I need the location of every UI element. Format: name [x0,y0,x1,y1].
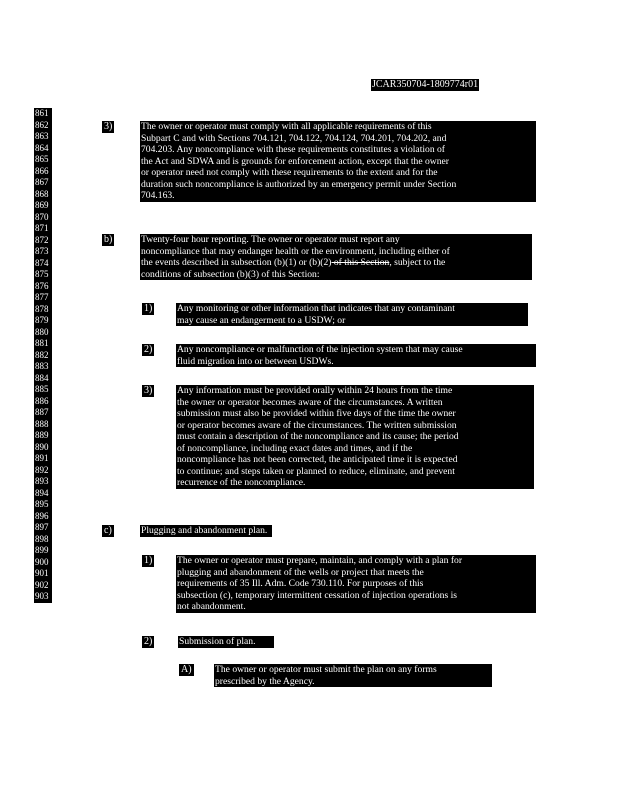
subsection-c2a-text [214,664,492,687]
text-line: plugging and abandonment of the wells or project that meets the [177,566,424,578]
text-fragment: , subject to the [389,257,446,268]
text-line: of noncompliance, including exact dates and times, and if the [177,442,413,454]
text-line: or operator becomes aware of the circumstances. The written submission [177,419,457,431]
subsection-b3-text [176,385,534,489]
subsection-c1-text [176,555,536,613]
text-line: noncompliance has not been corrected, the anticipated time it is expected [177,454,458,465]
text-line: Plugging and abandonment plan. [141,525,268,536]
line-number: 886 [35,395,49,406]
line-number: 900 [35,556,49,567]
line-number: 888 [35,418,49,429]
section-label-b: b) [104,234,113,245]
line-number: 861 [35,108,49,118]
text-line: Twenty-four hour reporting. The owner or operator must report any [141,234,400,245]
text-fragment: the events described in subsection (b)(1) or (b)(2) [141,257,332,268]
subsection-label-b3: 3) [144,385,153,396]
line-number: 902 [35,579,49,590]
text-line: not abandonment. [177,601,246,612]
text-line [140,257,532,269]
text-line: or operator need not comply with these requirements to the extent and for the [141,167,438,178]
line-number: 872 [35,234,49,245]
text-line: the Act and SDWA and is grounds for enforcement action, except that the owner [141,155,449,167]
line-number: 879 [35,315,49,325]
line-number: 883 [35,361,49,371]
line-number: 866 [35,165,49,176]
line-number: 870 [35,211,49,222]
line-number: 890 [35,441,49,452]
section-label-c: c) [104,525,112,536]
subsection-label-c1: 1) [144,555,153,566]
text-line: may cause an endangerment to a USDW; or [177,314,346,326]
text-line: Submission of plan. [179,636,256,647]
line-number: 896 [35,510,49,521]
line-number: 882 [35,349,49,360]
line-number: 869 [35,200,49,210]
line-number: 878 [35,303,49,314]
text-line: Subpart C and with Sections 704.121, 704.122, 704.124, 704.201, 704.202, and [141,132,447,144]
document-id: JCAR350704-1809774r01 [372,79,479,90]
subsection-c2-title [178,636,274,648]
text-line: The owner or operator must prepare, maintain, and comply with a plan for [177,555,463,566]
line-number: 867 [35,177,49,187]
line-number: 862 [35,119,49,130]
struck-text: of this Section [331,257,390,268]
text-line: 704.203. Any noncompliance with these requirements constitutes a violation of [141,144,446,155]
text-line: requirements of 35 Ill. Adm. Code 730.110. For purposes of this [177,578,424,589]
line-number: 892 [35,464,49,475]
subsection-label-c2: 2) [144,636,153,647]
line-number: 884 [35,372,49,383]
line-number: 893 [35,476,49,486]
text-line: Any noncompliance or malfunction of the injection system that may cause [177,344,463,355]
line-number: 876 [35,280,49,291]
text-line: The owner or operator must comply with all applicable requirements of this [141,121,432,132]
line-number: 897 [35,522,49,532]
line-number: 864 [35,142,49,153]
line-number: 903 [35,591,49,601]
line-number: 887 [35,407,49,417]
subsection-b1-text [176,303,528,326]
line-number: 899 [35,545,49,555]
text-line: the owner or operator becomes aware of the circumstances. A written [177,396,443,408]
line-number: 863 [35,131,49,141]
text-line: submission must also be provided within five days of the time the owner [177,408,456,419]
section-b-text [140,234,532,280]
text-line: 704.163. [141,190,175,201]
text-line: noncompliance that may endanger health or the environment, including either of [141,245,450,257]
line-number: 875 [35,269,49,279]
line-number: 868 [35,188,49,199]
text-line: to continue; and steps taken or planned to reduce, eliminate, and prevent [177,465,455,477]
text-line: The owner or operator must submit the plan on any forms [215,664,437,675]
line-number: 885 [35,384,49,394]
text-line: prescribed by the Agency. [215,675,315,687]
section-label-3: 3) [104,121,113,132]
line-number: 881 [35,338,49,348]
text-line: Any information must be provided orally within 24 hours from the time [177,385,453,396]
text-line: conditions of subsection (b)(3) of this Section: [141,268,320,280]
line-number: 894 [35,487,49,498]
text-line: subsection (c), temporary intermittent cessation of injection operations is [177,589,458,601]
line-number: 874 [35,257,49,268]
line-number: 877 [35,292,49,302]
section-3-text [140,121,536,202]
line-number: 895 [35,499,49,509]
subsection-label-b2: 2) [144,344,153,355]
subsection-label-c2a: A) [181,664,192,675]
line-number-gutter [34,108,52,603]
line-number: 898 [35,533,49,544]
line-number: 891 [35,453,49,463]
subsection-label-b1: 1) [144,303,153,314]
text-line: must contain a description of the noncompliance and its cause; the period [177,431,459,442]
section-c-title [140,525,272,537]
line-number: 901 [35,568,49,578]
line-number: 880 [35,326,49,337]
text-line: Any monitoring or other information that indicates that any contaminant [177,303,455,314]
line-number: 889 [35,430,49,440]
line-number: 865 [35,154,49,164]
text-line: duration such noncompliance is authorized by an emergency permit under Section [141,178,457,190]
line-number: 873 [35,246,49,256]
subsection-b2-text [176,344,536,367]
text-line: recurrence of the noncompliance. [177,477,306,488]
text-line: fluid migration into or between USDWs. [177,355,334,367]
line-number: 871 [35,223,49,233]
